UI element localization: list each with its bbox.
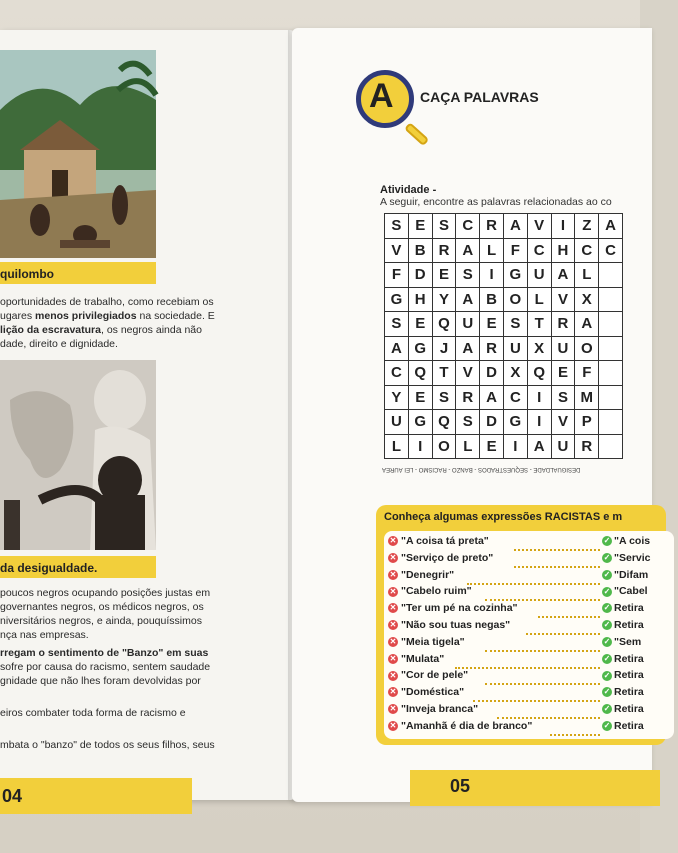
grid-cell: A	[575, 312, 599, 337]
racist-expression: "Cor de pele"	[401, 669, 469, 682]
grid-cell: L	[456, 434, 480, 459]
expression-row	[388, 686, 678, 702]
grid-cell: R	[480, 214, 504, 239]
grid-cell: Y	[432, 287, 456, 312]
grid-cell: L	[385, 434, 409, 459]
grid-cell: S	[456, 410, 480, 435]
grid-cell: A	[456, 287, 480, 312]
grid-cell	[599, 410, 623, 435]
grid-cell: I	[527, 410, 551, 435]
grid-cell: F	[385, 263, 409, 288]
racist-expression: "Serviço de preto"	[401, 551, 494, 564]
para2-line9: eiros combater toda forma de racismo e	[0, 707, 186, 719]
word-list-upside-down: DESIGUALDADE - SEQUESTRADOS - BANZO - RACISMO - LEI ÁUREA	[382, 466, 581, 472]
para2-line6: sofre por causa do racismo, sentem saudade	[0, 661, 211, 673]
para1-line1: oportunidades de trabalho, como recebiam os	[0, 296, 214, 308]
alternative-expression: ✓ Retira	[603, 703, 644, 715]
grid-cell: E	[408, 385, 432, 410]
page-number-left: 04	[2, 786, 23, 806]
grid-cell: H	[551, 238, 575, 263]
grid-cell: R	[575, 434, 599, 459]
left-page	[0, 30, 296, 806]
expression-row	[388, 669, 678, 685]
grid-cell: F	[503, 238, 527, 263]
expressions-box	[376, 505, 666, 745]
para1-line2: ugares menos privilegiados na sociedade. E	[0, 310, 215, 322]
grid-cell: A	[551, 263, 575, 288]
dotted-leader	[538, 602, 600, 618]
check-mark-icon: ✓	[603, 670, 611, 680]
right-page	[292, 28, 652, 802]
caption-bar-1	[0, 262, 156, 284]
grid-cell: S	[432, 385, 456, 410]
para2-line1: poucos negros ocupando posições justas em	[0, 587, 211, 599]
grid-row	[385, 336, 623, 361]
grid-cell: V	[385, 238, 409, 263]
activity-label: Atividade -	[380, 184, 437, 196]
racist-expression: "Não sou tuas negas"	[401, 619, 511, 631]
check-mark-icon: ✓	[603, 569, 611, 579]
grid-cell: O	[503, 287, 527, 312]
grid-cell: V	[527, 214, 551, 239]
grid-cell: G	[503, 263, 527, 288]
grid-cell: V	[551, 410, 575, 435]
grid-cell: E	[480, 312, 504, 337]
expression-row	[388, 535, 678, 551]
grid-cell	[599, 263, 623, 288]
racist-expression: "Doméstica"	[401, 686, 465, 699]
grid-cell: G	[385, 287, 409, 312]
grid-cell: U	[456, 312, 480, 337]
racist-expression: "Ter um pé na cozinha"	[401, 602, 518, 615]
racist-expression: "Denegrir"	[401, 568, 455, 581]
alternative-expression: ✓ Retira	[603, 719, 644, 732]
grid-cell: U	[551, 336, 575, 361]
grid-cell: I	[408, 434, 432, 459]
grid-cell	[599, 434, 623, 459]
para2-line11: mbata o "banzo" de todos os seus filhos, seus	[0, 739, 215, 751]
grid-cell: I	[503, 434, 527, 459]
racist-expression: "A coisa tá preta"	[401, 535, 489, 547]
caption-quilombo: quilombo	[0, 267, 54, 281]
check-mark-icon: ✓	[603, 620, 611, 630]
grid-cell: R	[456, 385, 480, 410]
alternative-expression: ✓ "Difam	[603, 568, 649, 581]
grid-cell: S	[551, 385, 575, 410]
para2-line5: rregam o sentimento de "Banzo" em suas	[0, 647, 209, 659]
para1-line3: lição da escravatura, os negros ainda não	[0, 324, 202, 336]
x-mark-icon: ✕	[389, 603, 397, 613]
x-mark-icon: ✕	[389, 637, 397, 647]
dotted-leader	[485, 585, 600, 601]
check-mark-icon: ✓	[603, 553, 611, 563]
dotted-leader	[485, 669, 600, 685]
grid-row	[385, 238, 623, 263]
x-mark-icon: ✕	[389, 653, 397, 663]
caption-bar-2	[0, 556, 156, 578]
grid-cell: H	[408, 287, 432, 312]
grid-cell: C	[456, 214, 480, 239]
grid-cell: D	[480, 361, 504, 386]
grid-cell: I	[551, 214, 575, 239]
magnifier-handle	[404, 122, 429, 146]
grid-cell: P	[575, 410, 599, 435]
grid-cell: L	[575, 263, 599, 288]
x-mark-icon: ✕	[389, 687, 397, 697]
grid-cell: E	[480, 434, 504, 459]
x-mark-icon: ✕	[389, 586, 397, 596]
grid-row	[385, 287, 623, 312]
racist-expression: "Cabelo ruim"	[401, 585, 472, 598]
grid-row	[385, 385, 623, 410]
grid-cell: A	[385, 336, 409, 361]
expression-row	[388, 552, 678, 568]
grid-cell: I	[527, 385, 551, 410]
grid-cell: V	[456, 361, 480, 386]
grid-row	[385, 434, 623, 459]
grid-row	[385, 312, 623, 337]
grid-cell: U	[503, 336, 527, 361]
grid-cell: X	[527, 336, 551, 361]
page-number-right: 05	[450, 776, 471, 796]
expression-row	[388, 602, 678, 618]
grid-cell: S	[385, 312, 409, 337]
dotted-leader	[514, 535, 600, 551]
check-mark-icon: ✓	[603, 637, 611, 647]
grid-cell: C	[503, 385, 527, 410]
page-title: CAÇA PALAVRAS	[420, 89, 539, 105]
grid-cell: C	[599, 238, 623, 263]
grid-cell: X	[503, 361, 527, 386]
expression-row	[388, 636, 678, 652]
check-mark-icon: ✓	[603, 704, 611, 714]
grid-cell: Q	[527, 361, 551, 386]
grid-cell: C	[385, 361, 409, 386]
dotted-leader	[514, 552, 600, 568]
word-search-grid	[384, 213, 623, 459]
magnifier-logo-icon	[356, 70, 414, 128]
grid-row	[385, 361, 623, 386]
expression-row	[388, 569, 678, 585]
grid-cell: S	[432, 214, 456, 239]
grid-cell: U	[551, 434, 575, 459]
alternative-expression: ✓ Retira	[603, 619, 644, 631]
grid-cell: S	[456, 263, 480, 288]
x-mark-icon: ✕	[389, 536, 397, 546]
grid-cell: T	[432, 361, 456, 386]
dotted-leader	[526, 619, 600, 635]
grid-row	[385, 214, 623, 239]
alternative-expression: ✓ "A cois	[603, 535, 651, 547]
grid-cell: A	[480, 385, 504, 410]
para2-line7: gnidade que não lhes foram devolvidas por	[0, 675, 201, 687]
x-mark-icon: ✕	[389, 704, 397, 714]
grid-cell: R	[551, 312, 575, 337]
grid-row	[385, 410, 623, 435]
alternative-expression: ✓ Retira	[603, 652, 644, 665]
alternative-expression: ✓ Retira	[603, 686, 644, 699]
footer-bar-left	[0, 778, 192, 814]
grid-cell: M	[575, 385, 599, 410]
grid-cell	[599, 336, 623, 361]
para2-line3: niversitários negros, e ainda, pouquíssimos	[0, 615, 202, 627]
expression-row	[388, 585, 678, 601]
grid-cell: D	[408, 263, 432, 288]
alternative-expression: ✓ "Sem	[603, 635, 642, 648]
grid-cell: R	[480, 336, 504, 361]
dotted-leader	[455, 653, 600, 669]
grid-cell: L	[480, 238, 504, 263]
check-mark-icon: ✓	[603, 687, 611, 697]
grid-cell: E	[432, 263, 456, 288]
grid-cell: B	[408, 238, 432, 263]
grid-cell: E	[408, 312, 432, 337]
grid-cell: C	[527, 238, 551, 263]
grid-cell: Q	[408, 361, 432, 386]
alternative-expression: ✓ Retira	[603, 602, 644, 615]
grid-cell	[599, 385, 623, 410]
grid-cell: V	[551, 287, 575, 312]
para2-line2: governantes negros, os médicos negros, os	[0, 601, 204, 613]
grid-cell: J	[432, 336, 456, 361]
grid-cell: G	[503, 410, 527, 435]
check-mark-icon: ✓	[603, 721, 611, 731]
activity-text: A seguir, encontre as palavras relacionadas ao co	[380, 196, 612, 208]
grid-cell: E	[551, 361, 575, 386]
dotted-leader	[550, 720, 600, 736]
expression-row	[388, 703, 678, 719]
grid-cell: A	[456, 238, 480, 263]
grid-cell: X	[575, 287, 599, 312]
expressions-list	[384, 531, 674, 739]
para2-line4: nça nas empresas.	[0, 629, 89, 641]
alternative-expression: ✓ "Cabel	[603, 585, 648, 598]
grid-cell: D	[480, 410, 504, 435]
x-mark-icon: ✕	[389, 620, 397, 630]
dotted-leader	[497, 703, 601, 719]
quilombo-illustration	[0, 50, 156, 258]
racist-expression: "Inveja branca"	[401, 703, 479, 715]
grid-cell: T	[527, 312, 551, 337]
grid-cell: G	[408, 336, 432, 361]
grid-cell: A	[599, 214, 623, 239]
x-mark-icon: ✕	[389, 670, 397, 680]
grid-cell: Y	[385, 385, 409, 410]
statue-map-photo	[0, 360, 156, 550]
grid-cell: L	[527, 287, 551, 312]
grid-cell: R	[432, 238, 456, 263]
grid-cell: S	[503, 312, 527, 337]
x-mark-icon: ✕	[389, 553, 397, 563]
check-mark-icon: ✓	[603, 536, 611, 546]
grid-cell	[599, 312, 623, 337]
check-mark-icon: ✓	[603, 603, 611, 613]
grid-cell	[599, 287, 623, 312]
x-mark-icon: ✕	[389, 569, 397, 579]
expression-row	[388, 619, 678, 635]
para1-line4: dade, direito e dignidade.	[0, 338, 118, 350]
grid-cell: A	[503, 214, 527, 239]
grid-cell: A	[527, 434, 551, 459]
grid-cell: O	[432, 434, 456, 459]
grid-cell: F	[575, 361, 599, 386]
x-mark-icon: ✕	[389, 721, 397, 731]
grid-cell: E	[408, 214, 432, 239]
grid-cell: Q	[432, 312, 456, 337]
alternative-expression: ✓ "Servic	[603, 551, 651, 564]
racist-expression: "Mulata"	[401, 652, 445, 665]
grid-cell: C	[575, 238, 599, 263]
alternative-expression: ✓ Retira	[603, 669, 644, 682]
grid-cell: B	[480, 287, 504, 312]
expressions-title: Conheça algumas expressões RACISTAS e m	[384, 511, 623, 523]
grid-cell: S	[385, 214, 409, 239]
caption-desigualdade: da desigualdade.	[0, 561, 98, 575]
check-mark-icon: ✓	[603, 586, 611, 596]
grid-cell: Z	[575, 214, 599, 239]
footer-bar-right	[410, 770, 660, 806]
grid-cell: U	[385, 410, 409, 435]
grid-cell	[599, 361, 623, 386]
expression-row	[388, 653, 678, 669]
grid-cell: G	[408, 410, 432, 435]
grid-cell: U	[527, 263, 551, 288]
dotted-leader	[485, 636, 600, 652]
check-mark-icon: ✓	[603, 653, 611, 663]
racist-expression: "Meia tigela"	[401, 635, 465, 648]
expression-row	[388, 720, 678, 736]
grid-row	[385, 263, 623, 288]
logo-letter: A	[369, 77, 394, 115]
grid-cell: O	[575, 336, 599, 361]
dotted-leader	[473, 686, 600, 702]
dotted-leader	[467, 569, 600, 585]
grid-cell: I	[480, 263, 504, 288]
grid-cell: A	[456, 336, 480, 361]
grid-cell: Q	[432, 410, 456, 435]
racist-expression: "Amanhã é dia de branco"	[401, 719, 533, 732]
